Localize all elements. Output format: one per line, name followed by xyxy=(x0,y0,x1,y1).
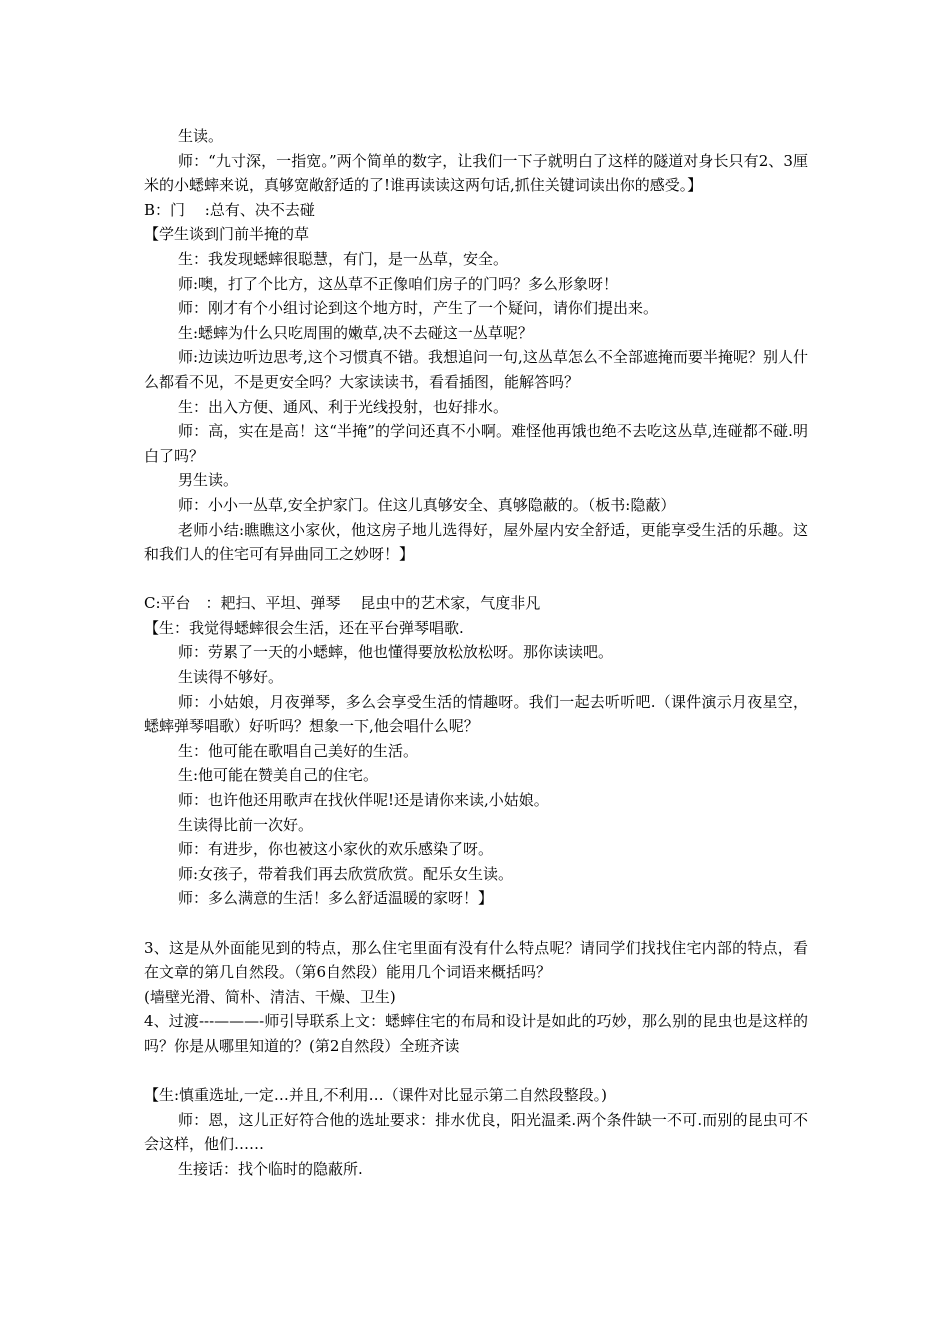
paragraph: (墙壁光滑、简朴、清洁、干燥、卫生) xyxy=(144,987,396,1006)
paragraph: 老师小结:瞧瞧这小家伙，他这房子地儿选得好，屋外屋内安全舒适，更能享受生活的乐趣。这和我们人的住宅可有异曲同工之妙呀！】 xyxy=(144,520,808,564)
paragraph: B：门 :总有、决不去碰 xyxy=(144,200,315,219)
paragraph: 男生读。 xyxy=(178,471,239,490)
paragraph: 师：恩，这儿正好符合他的选址要求：排水优良，阳光温柔.两个条件缺一不可.而别的昆虫可不会这样，他们…… xyxy=(144,1110,808,1154)
paragraph: 师：多么满意的生活！多么舒适温暖的家呀！】 xyxy=(178,889,494,908)
paragraph: 师：刚才有个小组讨论到这个地方时，产生了一个疑问，请你们提出来。 xyxy=(178,299,659,318)
paragraph: 生:他可能在赞美自己的住宅。 xyxy=(178,766,379,785)
paragraph: 生:蟋蟀为什么只吃周围的嫩草,决不去碰这一丛草呢？ xyxy=(178,323,533,342)
blank-line xyxy=(144,1059,808,1084)
paragraph: 师:噢，打了个比方，这丛草不正像咱们房子的门吗？多么形象呀！ xyxy=(178,274,619,293)
paragraph: 师:边读边听边思考,这个习惯真不错。我想追问一句,这丛草怎么不全部遮掩而要半掩呢？别人什么都看不见，不是更安全吗？大家读读书，看看插图，能解答吗？ xyxy=(144,348,808,391)
paragraph: 4、过渡---———-师引导联系上文：蟋蟀住宅的布局和设计是如此的巧妙，那么别的昆虫也是这样的吗？你是从哪里知道的？(第2自然段）全班齐读 xyxy=(144,1012,808,1055)
paragraph: 生：出入方便、通风、利于光线投射，也好排水。 xyxy=(178,397,509,416)
paragraph: 师：“九寸深，一指宽。”两个简单的数字，让我们一下子就明白了这样的隧道对身长只有2、3厘米的小蟋蟀来说，真够宽敞舒适的了!谁再读读这两句话,抓住关键词读出你的感受。】 xyxy=(144,151,808,195)
paragraph: 师：也许他还用歌声在找伙伴呢!还是请你来读,小姑娘。 xyxy=(178,791,549,810)
paragraph: 生读。 xyxy=(178,127,224,145)
paragraph: 师：小姑娘，月夜弹琴，多么会享受生活的情趣呀。我们一起去听听吧.（课件演示月夜星空，蟋蟀弹琴唱歌）好听吗？想象一下,他会唱什么呢？ xyxy=(144,692,808,736)
paragraph: 师：高，实在是高！这“半掩”的学问还真不小啊。难怪他再饿也绝不去吃这丛草,连碰都不碰.明白了吗？ xyxy=(144,422,808,465)
paragraph: 【生：我觉得蟋蟀很会生活，还在平台弹琴唱歌. xyxy=(144,618,464,637)
paragraph: 生接话：找个临时的隐蔽所. xyxy=(178,1159,363,1178)
paragraph: 师：劳累了一天的小蟋蟀，他也懂得要放松放松呀。那你读读吧。 xyxy=(178,643,614,662)
paragraph: 生读得不够好。 xyxy=(178,668,284,687)
paragraph: 生读得比前一次好。 xyxy=(178,815,314,834)
blank-line xyxy=(144,911,808,936)
paragraph: 师：小小一丛草,安全护家门。住这儿真够安全、真够隐蔽的。（板书:隐蔽） xyxy=(178,495,676,514)
paragraph: C:平台 ：耙扫、平坦、弹琴 昆虫中的艺术家，气度非凡 xyxy=(144,594,541,613)
paragraph: 师:女孩子，带着我们再去欣赏欣赏。配乐女生读。 xyxy=(178,864,514,883)
paragraph: 【生:慎重选址,一定…并且,不利用…（课件对比显示第二自然段整段。) xyxy=(144,1086,607,1105)
paragraph: 师：有进步，你也被这小家伙的欢乐感染了呀。 xyxy=(178,840,494,859)
paragraph: 【学生谈到门前半掩的草 xyxy=(144,225,310,244)
document-page xyxy=(144,124,808,1182)
blank-line xyxy=(144,567,808,592)
paragraph: 生：我发现蟋蟀很聪慧，有门，是一丛草，安全。 xyxy=(178,249,509,268)
paragraph: 3、这是从外面能见到的特点，那么住宅里面有没有什么特点呢？请同学们找找住宅内部的特点，看在文章的第几自然段。（第6自然段）能用几个词语来概括吗？ xyxy=(144,938,808,982)
paragraph: 生：他可能在歌唱自己美好的生活。 xyxy=(178,741,419,760)
